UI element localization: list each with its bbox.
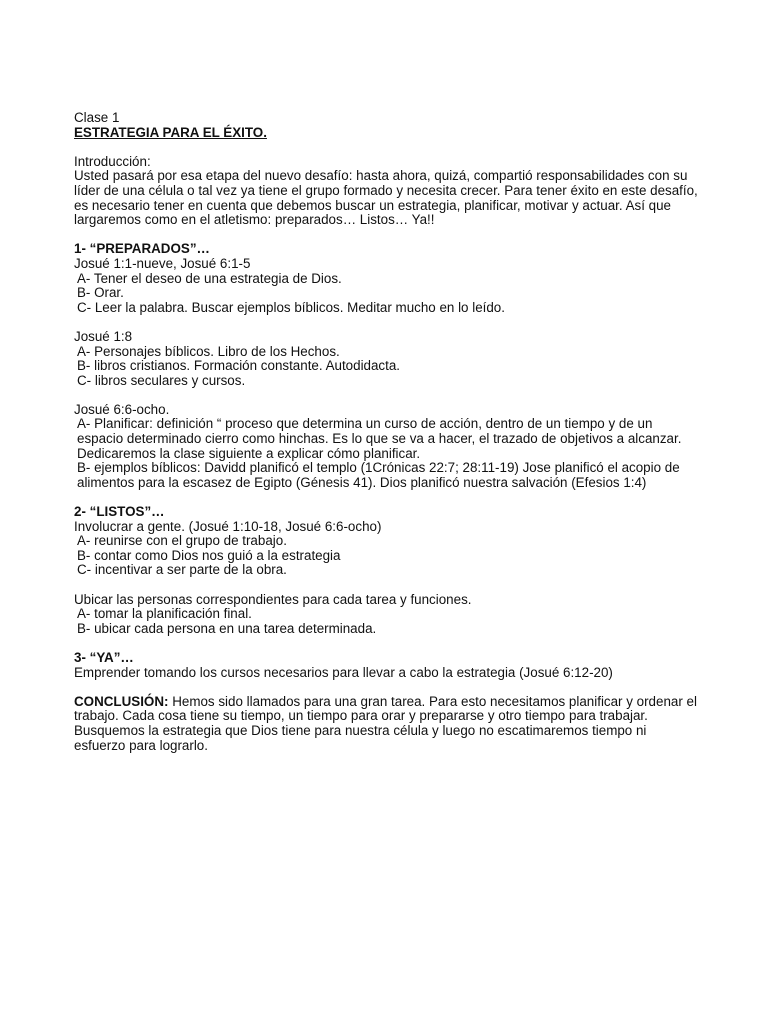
section3-text: Emprender tomando los cursos necesarios para llevar a cabo la estrategia (Josué 6:12-20): [74, 664, 613, 680]
list-item: C- Leer la palabra. Buscar ejemplos bíblicos. Meditar mucho en lo leído.: [77, 299, 505, 315]
list-item: A- reunirse con el grupo de trabajo.: [77, 533, 287, 549]
document-page: [74, 111, 699, 753]
section2-subheading: Ubicar las personas correspondientes para cada tarea y funciones.: [74, 591, 472, 607]
list-item: B- Orar.: [77, 285, 124, 301]
class-number: Clase 1: [74, 110, 120, 125]
list-item: B- contar como Dios nos guió a la estrategia: [77, 547, 341, 563]
section1-reference: Josué 1:1-nueve, Josué 6:1-5: [74, 255, 251, 271]
list-item: A- Tener el deseo de una estrategia de Dios.: [77, 270, 342, 286]
spacer: [74, 636, 699, 651]
section1-reference: Josué 6:6-ocho.: [74, 401, 170, 417]
section2-reference: Involucrar a gente. (Josué 1:10-18, Josué 6:6-ocho): [74, 518, 382, 534]
section1-reference: Josué 1:8: [74, 328, 133, 344]
list-item: C- incentivar a ser parte de la obra.: [77, 562, 287, 578]
section2-heading: 2- “LISTOS”…: [74, 504, 165, 520]
spacer: [74, 490, 699, 505]
list-item: B- ubicar cada persona en una tarea determinada.: [77, 620, 377, 636]
list-item: B- libros cristianos. Formación constante. Autodidacta.: [77, 358, 401, 374]
list-item: B- ejemplos bíblicos: Davidd planificó el templo (1Crónicas 22:7; 28:11-19) Jose planificó el acopio de alimentos para la escasez de Egipto (Génesis 41). Dios planificó nuestra salvación (Efesios 1:4): [77, 460, 680, 490]
list-item: A- Personajes bíblicos. Libro de los Hechos.: [77, 343, 340, 359]
spacer: [74, 578, 699, 593]
section3-heading: 3- “YA”…: [74, 649, 134, 665]
intro-text: Usted pasará por esa etapa del nuevo desafío: hasta ahora, quizá, compartió responsabilidades con su líder de una célula o tal vez ya tiene el grupo formado y necesita crecer. Para tener éxito en este desafío, es necesario tener en cuenta que debemos buscar un estrategia, planificar, motivar y actuar. Así que largaremos como en el atletismo: preparados… Listos… Ya!!: [74, 168, 698, 228]
intro-label: Introducción:: [74, 153, 151, 169]
spacer: [74, 140, 699, 155]
conclusion-text: Hemos sido llamados para una gran tarea. Para esto necesitamos planificar y ordenar el trabajo. Cada cosa tiene su tiempo, un tiempo para orar y prepararse y otro tiempo para trabajar. Busquemos la estrategia que Dios tiene para nuestra célula y luego no escatimaremos tiempo ni esfuerzo para lograrlo.: [74, 693, 697, 753]
conclusion-paragraph: [74, 695, 699, 753]
spacer: [74, 228, 699, 243]
list-item: C- libros seculares y cursos.: [77, 372, 246, 388]
conclusion-label: CONCLUSIÓN:: [74, 693, 169, 709]
spacer: [74, 680, 699, 695]
spacer: [74, 388, 699, 403]
list-item: A- tomar la planificación final.: [77, 606, 252, 622]
list-item: A- Planificar: definición “ proceso que determina un curso de acción, dentro de un tiempo y de un espacio determinado cierro como hinchas. Es lo que se va a hacer, el trazado de objetivos a alcanzar. Dedicaremos la clase siguiente a explicar cómo planificar.: [77, 416, 682, 461]
section1-heading: 1- “PREPARADOS”…: [74, 241, 210, 257]
document-title: ESTRATEGIA PARA EL ÉXITO.: [74, 124, 267, 140]
spacer: [74, 315, 699, 330]
